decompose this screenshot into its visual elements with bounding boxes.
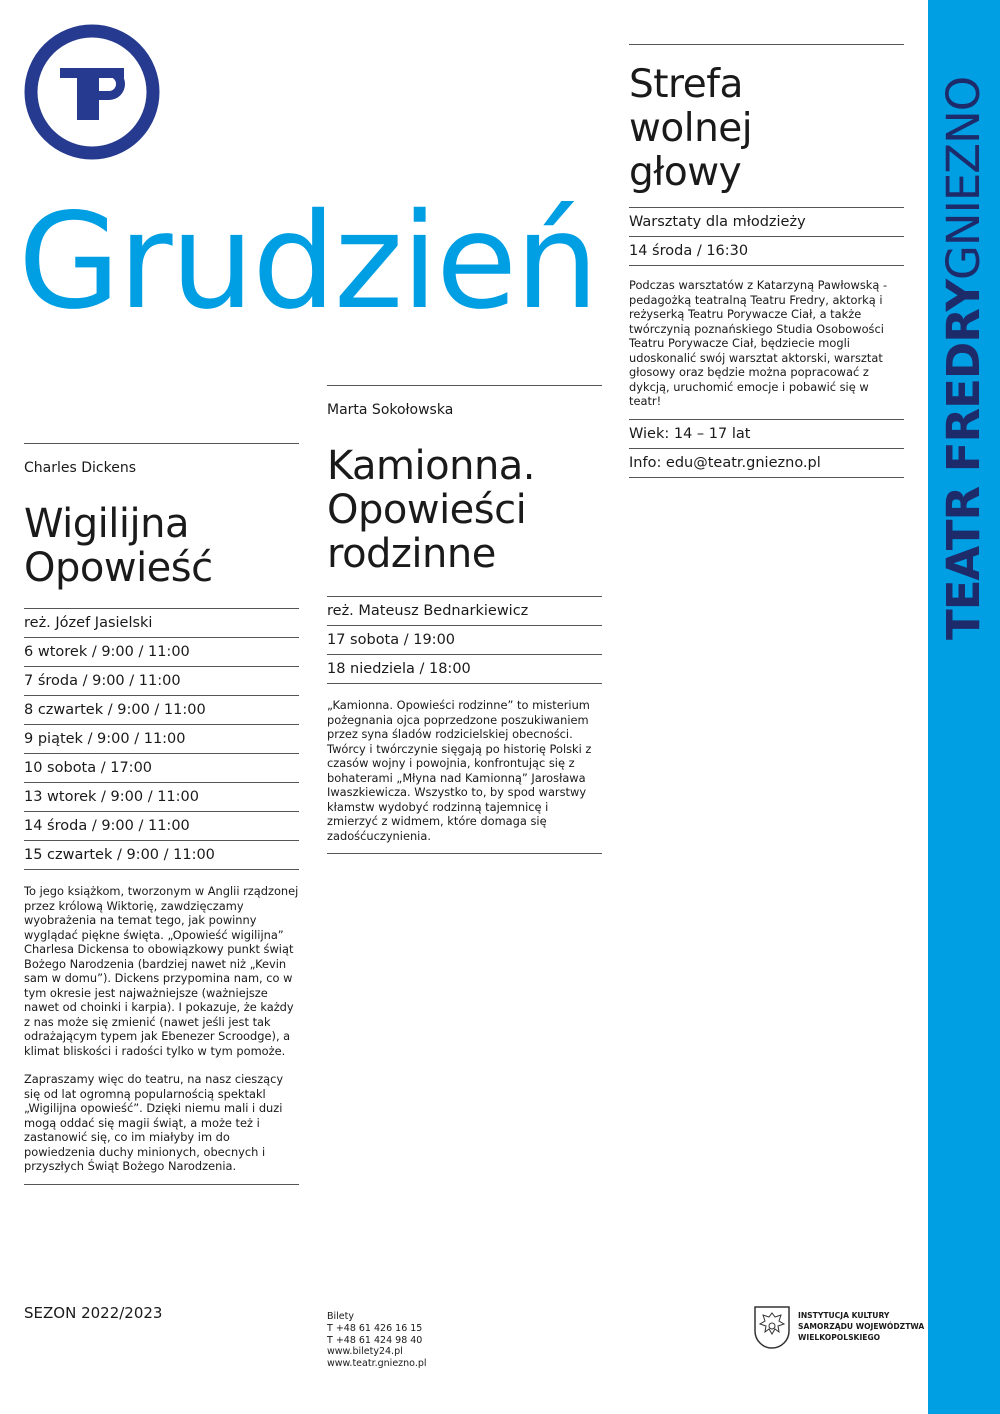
director-row: reż. Józef Jasielski	[24, 608, 299, 637]
show-kamionna	[327, 385, 602, 854]
phone-number: T +48 61 426 16 15	[327, 1322, 423, 1334]
workshop-strefa-wolnej-glowy	[629, 44, 904, 478]
date-row: 13 wtorek / 9:00 / 11:00	[24, 782, 299, 811]
season-label: SEZON 2022/2023	[24, 1304, 163, 1322]
teatr-fredry-logo	[24, 24, 160, 160]
show-title: Kamionna. Opowieści rodzinne	[327, 443, 536, 577]
phone-number: T +48 61 424 98 40	[327, 1334, 423, 1346]
info-row: Info: edu@teatr.gniezno.pl	[629, 448, 904, 478]
date-row: 18 niedziela / 18:00	[327, 654, 602, 684]
date-row: 6 wtorek / 9:00 / 11:00	[24, 637, 299, 666]
eagle-crest-icon	[752, 1304, 792, 1352]
show-author: Charles Dickens	[24, 460, 136, 476]
date-row: 9 piątek / 9:00 / 11:00	[24, 724, 299, 753]
month-heading: Grudzień	[18, 185, 597, 339]
director-row: reż. Mateusz Bednarkiewicz	[327, 596, 602, 625]
date-row: 7 środa / 9:00 / 11:00	[24, 666, 299, 695]
show-description: „Kamionna. Opowieści rodzinne” to misterium pożegnania ojca poprzedzone poszukiwaniem przez syna śladów rodzicielskiej obecności. Twórcy i twórczynie sięgają po historię Polski z czasów wojny i powojnia, konfrontując się z bohaterami „Młyna nad Kamionną” Jarosława Iwaszkiewicza. Wszystko to, by spod warstwy kłamstw wydobyć rodzinną tajemnicę i zmierzyć z widmem, które domaga się zadośćuczynienia.	[327, 684, 602, 854]
website-link[interactable]: www.bilety24.pl	[327, 1346, 403, 1358]
workshop-title: Strefa wolnej głowy	[629, 62, 753, 195]
date-row: 14 środa / 9:00 / 11:00	[24, 811, 299, 840]
tickets-label: Bilety	[327, 1311, 354, 1322]
date-row: 10 sobota / 17:00	[24, 753, 299, 782]
date-row: 17 sobota / 19:00	[327, 625, 602, 654]
workshop-type-row: Warsztaty dla młodzieży	[629, 207, 904, 236]
website-link[interactable]: www.teatr.gniezno.pl	[327, 1358, 427, 1370]
vertical-brand-text	[937, 20, 990, 640]
institution-line: INSTYTUCJA KULTURY	[798, 1311, 890, 1320]
institution-badge	[752, 1304, 925, 1352]
date-row: 15 czwartek / 9:00 / 11:00	[24, 840, 299, 870]
date-row: 8 czwartek / 9:00 / 11:00	[24, 695, 299, 724]
tickets-info	[327, 1311, 427, 1370]
brand-thin-text: GNIEZNO	[937, 76, 990, 280]
institution-line: WIELKOPOLSKIEGO	[798, 1333, 881, 1342]
sidebar-brand-band	[928, 0, 1000, 1414]
brand-bold-text: TEATR FREDRY	[937, 279, 990, 640]
show-author: Marta Sokołowska	[327, 402, 454, 418]
workshop-description: Podczas warsztatów z Katarzyną Pawłowską - pedagożką teatralną Teatru Fredry, aktorką i reżyserką Teatru Porywacze Ciał, a także twórczynią poznańskiego Studia Osobowości Teatru Porywacze Ciał, będziecie mogli udoskonalić swój warsztat aktorski, warsztat głosowy oraz będzie można popracować z dykcją, uruchomić emocje i pobawić się w teatr!	[629, 265, 904, 420]
show-title: Wigilijna Opowieść	[24, 501, 213, 591]
date-row: 14 środa / 16:30	[629, 236, 904, 265]
show-description: To jego książkom, tworzonym w Anglii rządzonej przez królową Wiktorię, zawdzięczamy wyobrażenia na temat tego, jak powinny wyglądać piękne święta. „Opowieść wigilijna” Charlesa Dickensa to obowiązkowy punkt świąt Bożego Narodzenia (bardziej nawet niż „Kevin sam w domu”). Dickens przypomina nam, co w tym okresie jest najważniejsze (ważniejsze nawet od choinki i karpia). I pokazuje, że każdy z nas może się zmienić (nawet jeśli jest tak odrażającym typem jak Ebenezer Scroodge), a klimat bliskości i radości tylko w tym pomoże. Zapraszamy więc do teatru, na nasz cieszący się od lat ogromną popularnością spektakl „Wigilijna opowieść”. Dzięki niemu mali i duzi mogą oddać się magii świąt, a może też i zastanowić się, co im miałyby im do powiedzenia duchy minionych, obecnych i przyszłych Świąt Bożego Narodzenia.	[24, 870, 299, 1185]
age-row: Wiek: 14 – 17 lat	[629, 425, 751, 442]
show-wigilijna-opowiesc	[24, 443, 299, 1185]
institution-line: SAMORZĄDU WOJEWÓDZTWA	[798, 1322, 925, 1331]
